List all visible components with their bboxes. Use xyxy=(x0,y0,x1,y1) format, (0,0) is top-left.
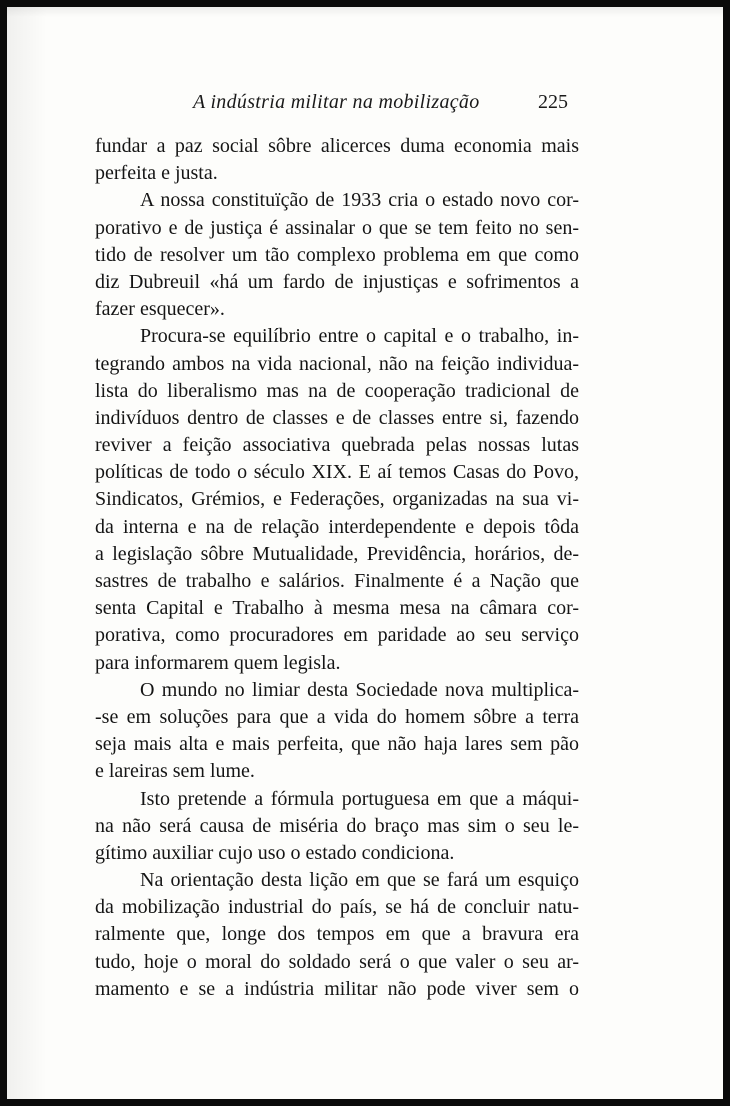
page-shadow-left xyxy=(7,7,47,1099)
text-line: O mundo no limiar desta Sociedade nova multiplica- xyxy=(140,678,579,701)
text-line: indivíduos dentro de classes e de classes entre si, fazendo xyxy=(95,406,579,429)
text-line: Procura-se equilíbrio entre o capital e o trabalho, in- xyxy=(140,325,579,348)
text-line: políticas de todo o século XIX. E aí temos Casas do Povo, xyxy=(95,461,579,484)
text-line: tido de resolver um tão complexo problema em que como xyxy=(95,243,579,266)
text-line: diz Dubreuil «há um fardo de injustiças e sofrimentos a xyxy=(95,270,579,293)
text-line: Isto pretende a fórmula portuguesa em que a máqui- xyxy=(140,787,579,810)
text-line: fundar a paz social sôbre alicerces duma economia mais xyxy=(95,135,579,157)
body-text xyxy=(95,133,579,1003)
page-number: 225 xyxy=(538,91,568,113)
text-line: na não será causa de miséria do braço mas sim o seu le- xyxy=(95,814,579,837)
page-shadow-top xyxy=(7,7,723,17)
text-line: mamento e se a indústria militar não pode viver sem o xyxy=(95,977,579,1000)
text-line: tudo, hoje o moral do soldado será o que valer o seu ar- xyxy=(95,950,579,973)
text-line: Na orientação desta lição em que se fará um esquiço xyxy=(140,869,579,892)
text-line: A nossa constituïção de 1933 cria o estado novo cor- xyxy=(140,189,579,212)
text-line: seja mais alta e mais perfeita, que não haja lares sem pão xyxy=(95,733,579,756)
running-title: A indústria militar na mobilização xyxy=(193,91,480,113)
text-line: porativo e de justiça é assinalar o que se tem feito no sen- xyxy=(95,216,579,239)
text-line: para informarem quem legisla. xyxy=(95,651,341,674)
text-line: -se em soluções para que a vida do homem sôbre a terra xyxy=(95,705,579,728)
text-line: porativa, como procuradores em paridade ao seu serviço xyxy=(95,624,579,647)
text-line: a legislação sôbre Mutualidade, Previdência, horários, de- xyxy=(95,542,579,565)
text-line: Sindicatos, Grémios, e Federações, organizadas na sua vi- xyxy=(95,488,579,511)
text-line: lista do liberalismo mas na de cooperação tradicional de xyxy=(95,379,579,402)
text-line: senta Capital e Trabalho à mesma mesa na câmara cor- xyxy=(95,597,579,620)
text-line: e lareiras sem lume. xyxy=(95,760,255,783)
text-line: tegrando ambos na vida nacional, não na feição individua- xyxy=(95,352,579,375)
text-line: da mobilização industrial do país, se há de concluir natu- xyxy=(95,896,579,919)
text-line: reviver a feição associativa quebrada pelas nossas lutas xyxy=(95,434,579,457)
text-line: gítimo auxiliar cujo uso o estado condiciona. xyxy=(95,841,455,864)
book-page xyxy=(7,7,723,1099)
text-line: fazer esquecer». xyxy=(95,298,225,321)
text-line: perfeita e justa. xyxy=(95,162,218,185)
text-line: ralmente que, longe dos tempos em que a bravura era xyxy=(95,923,579,946)
text-line: sastres de trabalho e salários. Finalmente é a Nação que xyxy=(95,570,579,592)
text-line: da interna e na de relação interdependente e depois tôda xyxy=(95,515,579,538)
